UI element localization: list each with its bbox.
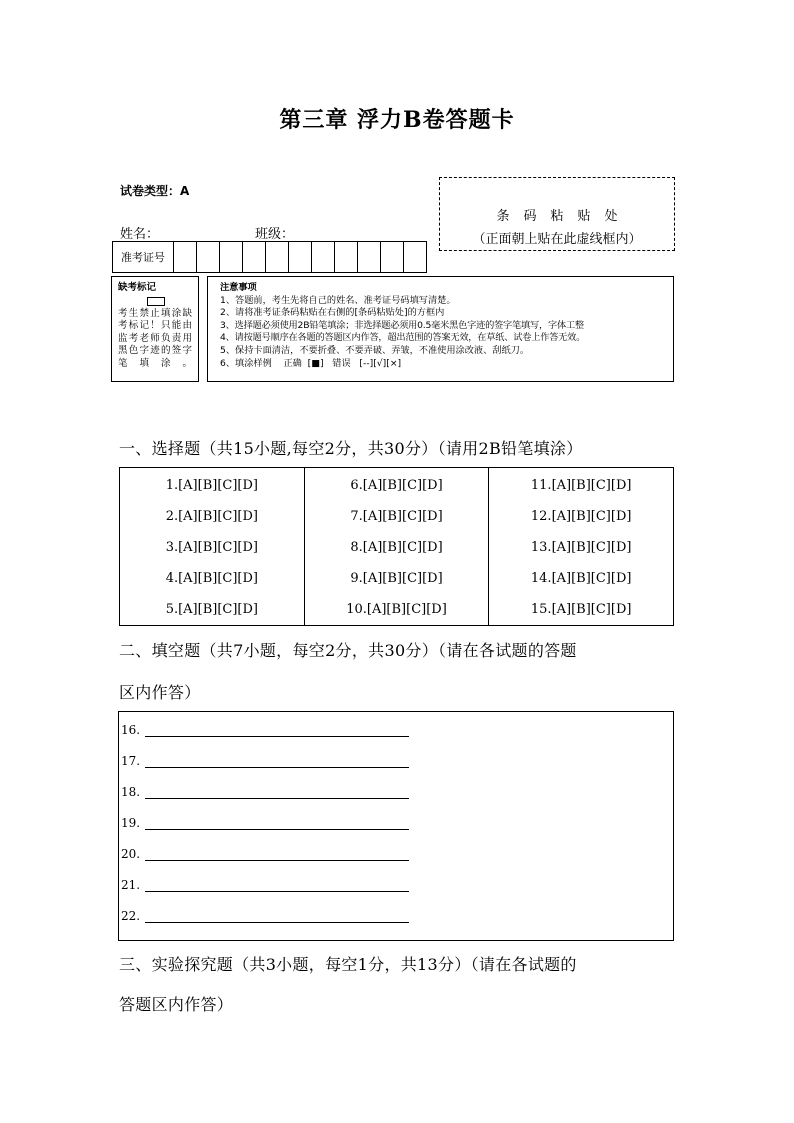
- section2-heading-line2: 区内作答）: [119, 683, 201, 702]
- fill-row: [121, 815, 409, 830]
- exam-id-cell[interactable]: [243, 242, 266, 272]
- fill-row: [121, 846, 409, 861]
- choice-item[interactable]: 4.[A][B][C][D]: [165, 571, 258, 586]
- name-field[interactable]: [159, 227, 255, 242]
- exam-id-cell[interactable]: [174, 242, 197, 272]
- fill-row: [121, 722, 409, 737]
- exam-id-cell[interactable]: [289, 242, 312, 272]
- exam-id-cell[interactable]: [220, 242, 243, 272]
- exam-id-cell[interactable]: [197, 242, 220, 272]
- exam-id-cell[interactable]: [404, 242, 426, 272]
- exam-id-cell[interactable]: [312, 242, 335, 272]
- fill-answer-line[interactable]: [145, 908, 409, 923]
- fill-row: [121, 877, 409, 892]
- fill-number: 16.: [121, 723, 141, 737]
- fill-answer-line[interactable]: [145, 877, 409, 892]
- name-label: 姓名：: [120, 227, 160, 242]
- class-label: 班级：: [255, 227, 295, 242]
- exam-id-cell[interactable]: [381, 242, 404, 272]
- choice-item[interactable]: 15.[A][B][C][D]: [530, 602, 632, 617]
- fill-answer-line[interactable]: [145, 846, 409, 861]
- choice-item[interactable]: 13.[A][B][C][D]: [530, 540, 632, 555]
- exam-id-label: 准考证号: [113, 242, 174, 272]
- name-class-row: [120, 223, 394, 242]
- section1-heading: 一、选择题（共15小题,每空2分，共30分）（请用2B铅笔填涂）: [119, 439, 583, 458]
- fill-number: 22.: [121, 909, 141, 923]
- choice-item[interactable]: 1.[A][B][C][D]: [165, 478, 258, 493]
- choice-item[interactable]: 3.[A][B][C][D]: [165, 540, 258, 555]
- fill-answer-area: [118, 711, 674, 941]
- choice-column: [489, 468, 673, 625]
- exam-id-grid: [112, 241, 427, 273]
- choice-column: [120, 468, 305, 625]
- class-field[interactable]: [294, 227, 394, 242]
- barcode-hint: （正面朝上贴在此虚线框内）: [472, 232, 642, 247]
- choice-item[interactable]: 12.[A][B][C][D]: [530, 509, 632, 524]
- fill-number: 18.: [121, 785, 141, 799]
- fill-number: 21.: [121, 878, 141, 892]
- notice-item: 2、请将准考证条码粘贴在右侧的[条码粘贴处]的方框内: [220, 307, 445, 319]
- section3-heading-line1: 三、实验探究题（共3小题，每空1分，共13分）（请在各试题的: [119, 955, 577, 974]
- missing-exam-box: [111, 276, 199, 382]
- missing-exam-heading: 缺考标记: [118, 282, 157, 293]
- paper-type: 试卷类型：A: [120, 184, 190, 198]
- fill-row: [121, 753, 409, 768]
- fill-number: 17.: [121, 754, 141, 768]
- fill-number: 20.: [121, 847, 141, 861]
- choice-item[interactable]: 10.[A][B][C][D]: [346, 602, 447, 617]
- choice-item[interactable]: 7.[A][B][C][D]: [350, 509, 443, 524]
- section2-heading-line1: 二、填空题（共7小题，每空2分，共30分）（请在各试题的答题: [119, 641, 577, 660]
- fill-row: [121, 908, 409, 923]
- choice-grid: [119, 467, 674, 626]
- notice-heading: 注意事项: [220, 282, 257, 293]
- missing-exam-mark[interactable]: [147, 297, 165, 306]
- choice-column: [305, 468, 490, 625]
- choice-item[interactable]: 2.[A][B][C][D]: [165, 509, 258, 524]
- exam-id-cell[interactable]: [335, 242, 358, 272]
- fill-answer-line[interactable]: [145, 815, 409, 830]
- page-title: 第三章 浮力B卷答题卡: [279, 107, 515, 133]
- fill-answer-line[interactable]: [145, 722, 409, 737]
- choice-item[interactable]: 8.[A][B][C][D]: [350, 540, 443, 555]
- fill-answer-line[interactable]: [145, 784, 409, 799]
- notice-item: 5、保持卡面清洁，不要折叠、不要弄破、弄皱，不准使用涂改液、刮纸刀。: [220, 344, 530, 356]
- section3-heading-line2: 答题区内作答）: [119, 995, 234, 1014]
- choice-item[interactable]: 9.[A][B][C][D]: [350, 571, 443, 586]
- notice-box: [207, 276, 674, 382]
- missing-exam-text: 考生禁止填涂缺考标记！只能由监考老师负责用黑色字迹的签字笔填涂。: [118, 307, 193, 369]
- exam-id-cell[interactable]: [358, 242, 381, 272]
- barcode-title: 条码粘贴处: [496, 209, 632, 224]
- fill-row: [121, 784, 409, 799]
- choice-item[interactable]: 14.[A][B][C][D]: [530, 571, 632, 586]
- notice-item: 1、答题前，考生先将自己的姓名、准考证号码填写清楚。: [220, 294, 456, 306]
- barcode-area: [439, 177, 675, 251]
- notice-item: 4、请按题号顺序在各题的答题区内作答，超出范围的答案无效，在草纸、试卷上作答无效。: [220, 332, 586, 344]
- choice-item[interactable]: 5.[A][B][C][D]: [165, 602, 258, 617]
- fill-number: 19.: [121, 816, 141, 830]
- choice-item[interactable]: 11.[A][B][C][D]: [530, 478, 632, 493]
- notice-item: 6、填涂样例 正确 [■] 错误 [--][√][×]: [220, 357, 402, 369]
- fill-answer-line[interactable]: [145, 753, 409, 768]
- exam-id-cell[interactable]: [266, 242, 289, 272]
- notice-item: 3、选择题必须使用2B铅笔填涂；非选择题必须用0.5毫米黑色字迹的签字笔填写，字体工整: [220, 319, 584, 331]
- choice-item[interactable]: 6.[A][B][C][D]: [350, 478, 443, 493]
